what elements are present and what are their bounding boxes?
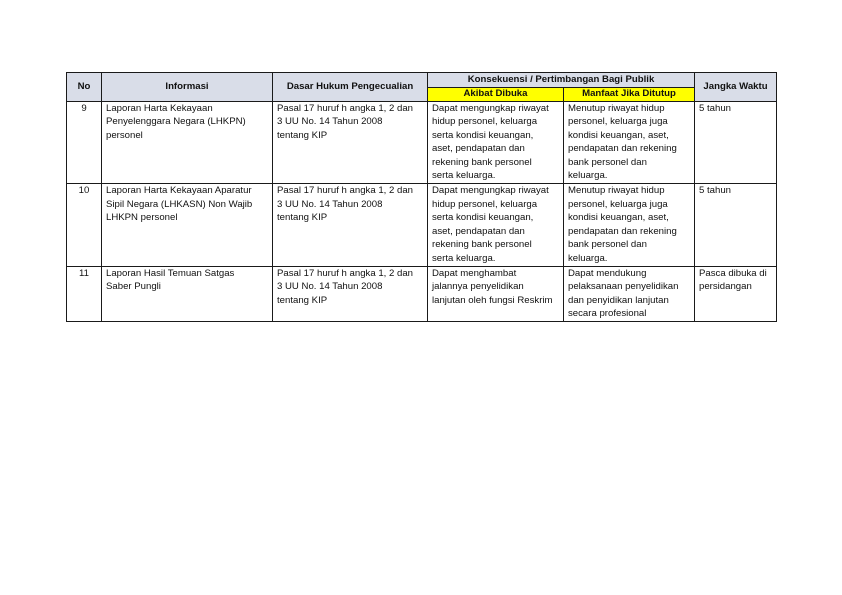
table-row (67, 101, 777, 184)
row-informasi: Laporan Harta Kekayaan Aparatur Sipil Negara (LHKASN) Non Wajib LHKPN personel (102, 184, 273, 267)
header-informasi: Informasi (102, 73, 273, 102)
table-row (67, 184, 777, 267)
row-no: 10 (67, 184, 102, 267)
row-jangka-waktu: 5 tahun (695, 184, 777, 267)
row-jangka-waktu: 5 tahun (695, 101, 777, 184)
header-dasar-hukum: Dasar Hukum Pengecualian (273, 73, 428, 102)
row-akibat-dibuka: Dapat mengungkap riwayat hidup personel, keluarga serta kondisi keuangan, aset, pendapatan dan rekening bank personel serta keluarga. (428, 101, 564, 184)
row-manfaat-ditutup: Menutup riwayat hidup personel, keluarga juga kondisi keuangan, aset, pendapatan dan rekening bank personel dan keluarga. (564, 101, 695, 184)
row-informasi: Laporan Harta Kekayaan Penyelenggara Negara (LHKPN) personel (102, 101, 273, 184)
exemption-table (66, 72, 777, 322)
row-manfaat-ditutup: Menutup riwayat hidup personel, keluarga juga kondisi keuangan, aset, pendapatan dan rekening bank personel dan keluarga. (564, 184, 695, 267)
row-dasar-hukum: Pasal 17 huruf h angka 1, 2 dan 3 UU No. 14 Tahun 2008 tentang KIP (273, 184, 428, 267)
row-manfaat-ditutup: Dapat mendukung pelaksanaan penyelidikan dan penyidikan lanjutan secara profesional (564, 266, 695, 321)
row-dasar-hukum: Pasal 17 huruf h angka 1, 2 dan 3 UU No. 14 Tahun 2008 tentang KIP (273, 266, 428, 321)
row-akibat-dibuka: Dapat menghambat jalannya penyelidikan lanjutan oleh fungsi Reskrim (428, 266, 564, 321)
header-akibat-dibuka: Akibat Dibuka (428, 88, 564, 102)
header-konsekuensi: Konsekuensi / Pertimbangan Bagi Publik (428, 73, 695, 88)
row-jangka-waktu: Pasca dibuka di persidangan (695, 266, 777, 321)
row-no: 9 (67, 101, 102, 184)
row-informasi: Laporan Hasil Temuan Satgas Saber Pungli (102, 266, 273, 321)
row-dasar-hukum: Pasal 17 huruf h angka 1, 2 dan 3 UU No. 14 Tahun 2008 tentang KIP (273, 101, 428, 184)
header-manfaat-ditutup: Manfaat Jika Ditutup (564, 88, 695, 102)
table-row (67, 266, 777, 321)
row-akibat-dibuka: Dapat mengungkap riwayat hidup personel, keluarga serta kondisi keuangan, aset, pendapatan dan rekening bank personel serta keluarga. (428, 184, 564, 267)
header-jangka-waktu: Jangka Waktu (695, 73, 777, 102)
row-no: 11 (67, 266, 102, 321)
header-no: No (67, 73, 102, 102)
